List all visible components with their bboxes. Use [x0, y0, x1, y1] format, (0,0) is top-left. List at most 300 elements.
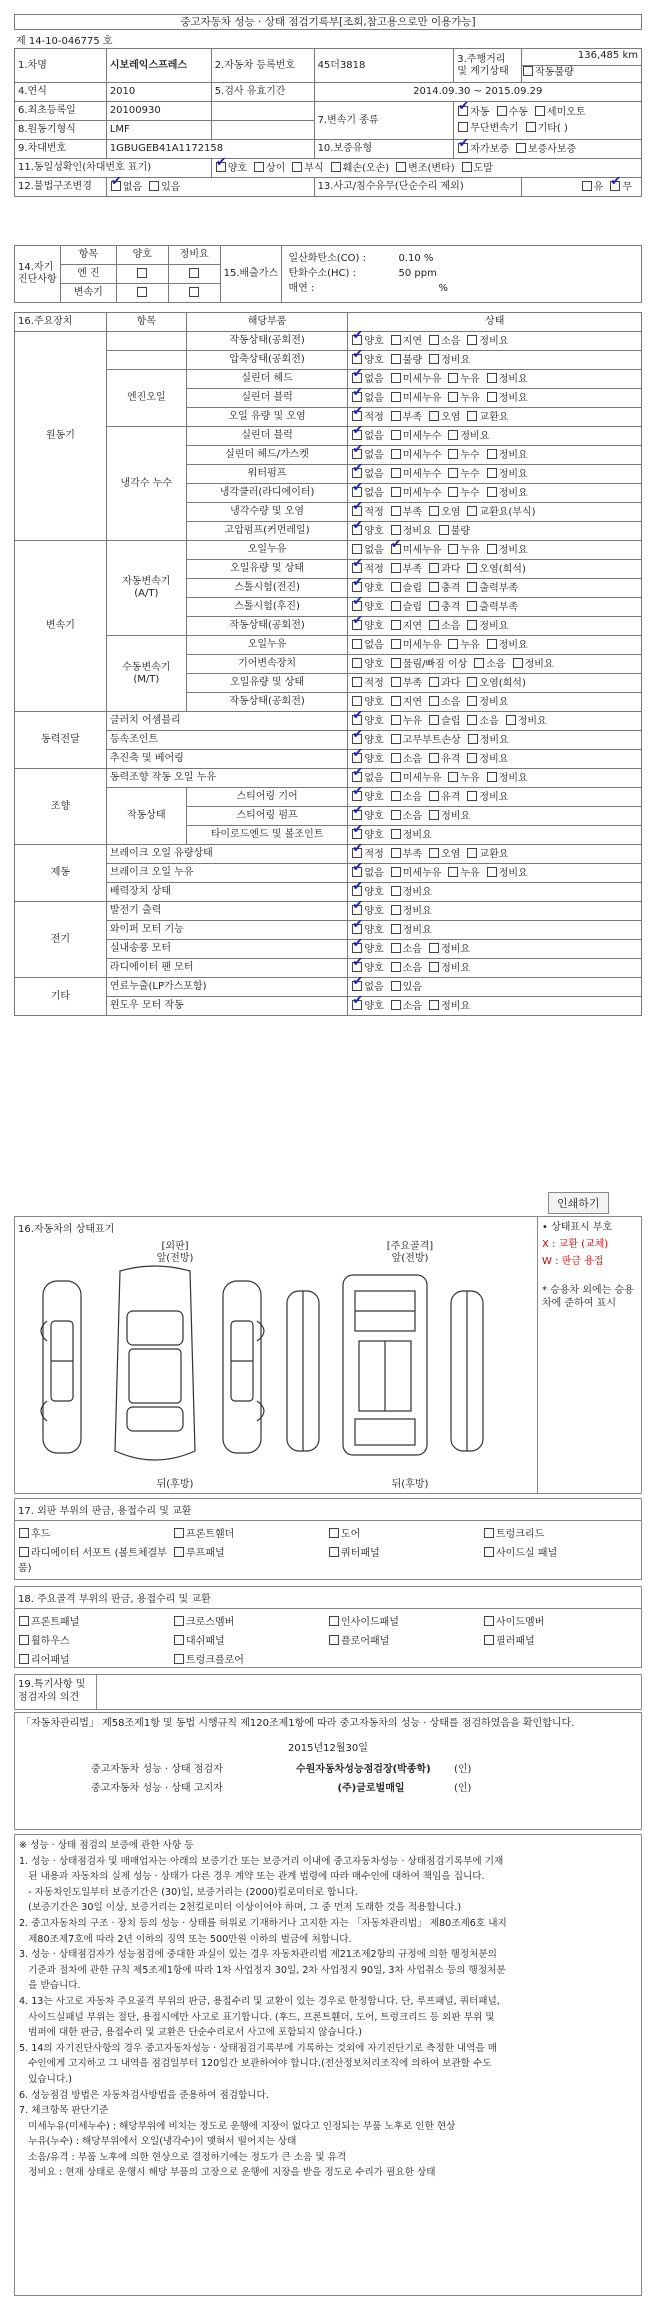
status-checkbox[interactable] [352, 468, 362, 478]
diagram-section [14, 1216, 642, 1494]
notifier-name: (주)글로벌매일 [337, 1783, 405, 1794]
status-checkbox[interactable] [391, 715, 401, 725]
part-label: 실린더 헤드/가스켓 [186, 446, 348, 465]
status-checkbox[interactable] [391, 848, 401, 858]
checkbox-accident-yes[interactable] [582, 181, 592, 191]
status-options [348, 693, 642, 712]
checkbox-self-warranty[interactable] [458, 143, 468, 153]
status-checkbox[interactable] [448, 449, 458, 459]
damage-checkbox[interactable] [19, 1547, 29, 1557]
status-checkbox[interactable] [352, 677, 362, 687]
damage-checkbox[interactable] [19, 1654, 29, 1664]
note-line: 미세누유(미세누수) : 해당부위에 비치는 정도로 운행에 지장이 없다고 인정되는 부품 노후로 인한 현상 [19, 2120, 456, 2132]
item-label: 배력장치 상태 [106, 883, 348, 902]
status-option: 고무부트손상 [390, 735, 461, 746]
status-options [348, 883, 642, 902]
label-vin: 9.차대번호 [15, 140, 107, 159]
checkbox-engine-repair[interactable] [189, 268, 199, 278]
status-option: ✔ 양호 [351, 583, 383, 594]
status-checkbox[interactable] [352, 848, 362, 858]
table-row [15, 788, 642, 807]
item-label: 브레이크 오일 유량상태 [106, 845, 348, 864]
status-checkbox[interactable] [448, 772, 458, 782]
status-options [348, 731, 642, 750]
status-checkbox[interactable] [352, 715, 362, 725]
note-line: 누유(누수) : 해당부위에서 오일(냉각수)이 맺혀서 떨어지는 상태 [19, 2136, 297, 2148]
status-checkbox[interactable] [391, 468, 401, 478]
note-line: 6. 성능점검 방법은 자동차검사방법을 준용하여 점검합니다. [19, 2089, 269, 2101]
status-option: 정비요 [486, 868, 528, 879]
s18-title: 18. 주요골격 부위의 판금, 용접수리 및 교환 [15, 1587, 641, 1609]
status-checkbox[interactable] [429, 563, 439, 573]
first-reg: 20100930 [106, 102, 211, 121]
checkbox-other[interactable] [526, 122, 536, 132]
status-checkbox[interactable] [352, 411, 362, 421]
status-checkbox[interactable] [391, 354, 401, 364]
sub-item: 엔진오일 [106, 370, 186, 427]
checkbox-trans-good[interactable] [137, 287, 147, 297]
status-checkbox[interactable] [429, 753, 439, 763]
status-option: 부족 [390, 849, 422, 860]
status-checkbox[interactable] [391, 411, 401, 421]
sub-item: 냉각수 누수 [106, 427, 186, 541]
checkbox-cvt[interactable] [458, 122, 468, 132]
status-checkbox[interactable] [467, 582, 477, 592]
damage-item: 필러패널 [483, 1632, 638, 1647]
status-option: ✔ 양호 [351, 355, 383, 366]
checkbox-manual[interactable] [497, 106, 507, 116]
status-checkbox[interactable] [429, 335, 439, 345]
damage-checkbox[interactable] [329, 1547, 339, 1557]
status-checkbox[interactable] [487, 772, 497, 782]
status-checkbox[interactable] [467, 677, 477, 687]
status-checkbox[interactable] [352, 506, 362, 516]
status-options [348, 712, 642, 731]
status-option: 누유 [447, 545, 479, 556]
status-option: 지연 [390, 697, 422, 708]
label-reg-no: 2.자동차 등록번호 [211, 49, 314, 83]
status-option: 불량 [390, 355, 422, 366]
accident-options: 유✔ 무 [522, 178, 642, 197]
status-checkbox[interactable] [391, 867, 401, 877]
status-checkbox[interactable] [448, 867, 458, 877]
status-checkbox[interactable] [391, 449, 401, 459]
status-checkbox[interactable] [352, 525, 362, 535]
status-checkbox[interactable] [391, 525, 401, 535]
status-option: 정비요 [428, 963, 470, 974]
status-checkbox[interactable] [352, 924, 362, 934]
note-line: 을 받습니다. [19, 1980, 81, 1992]
status-checkbox[interactable] [467, 563, 477, 573]
status-option: ✔ 양호 [351, 963, 383, 974]
status-options [348, 408, 642, 427]
status-checkbox[interactable] [391, 563, 401, 573]
status-checkbox[interactable] [391, 981, 401, 991]
status-option: 과다 [428, 564, 460, 575]
basic-info-table: 1.차명 시보레익스프레스 2.자동차 등록번호 45더3818 3.주행거리 및 계기상태 136,485 km 작동불량 4.연식 2010 5.검사 유효기간 2014.09.30 ~ 2015.09.29 6.최초등록일 20100930 7.변속기 종류 ✔자동 수동 세미오토 무단변속기 기타( ) 8.원동기형식 LMF 9.차대번호 1GBUGEB41A1172158 10.보증유형 ✔ 자가보증 보증사보증 11.동일성확인(차대번호 표기) ✔ 양호 상이 부식 훼손(오손) 변조(변타) 도말 12.불법구조변경 ✔ 없음 있음 13.사고/침수유무(단순수리 제외) 유✔ 무 [14, 48, 642, 197]
status-options [348, 959, 642, 978]
status-checkbox[interactable] [468, 734, 478, 744]
hc-value: 50 ppm [398, 268, 437, 279]
checkbox-broken-gauge[interactable] [523, 66, 533, 76]
status-option: 정비요 [512, 659, 554, 670]
item-label: 라디에이터 팬 모터 [106, 959, 348, 978]
status-checkbox[interactable] [429, 506, 439, 516]
status-checkbox[interactable] [429, 1000, 439, 1010]
status-options [348, 769, 642, 788]
status-checkbox[interactable] [352, 430, 362, 440]
status-checkbox[interactable] [467, 715, 477, 725]
car-right-side-icon [223, 1281, 264, 1453]
engine-type: LMF [106, 121, 211, 140]
status-checkbox[interactable] [467, 411, 477, 421]
status-checkbox[interactable] [352, 943, 362, 953]
checkbox-identity-good[interactable] [216, 162, 226, 172]
status-checkbox[interactable] [352, 639, 362, 649]
status-checkbox[interactable] [391, 734, 401, 744]
status-checkbox[interactable] [391, 696, 401, 706]
diagnosis-table: 14.자기진단사항 항목 양호 정비요 15.배출가스 일산화탄소(CO) : 0.10 % 탄화수소(HC) : 50 ppm 매연 : % 엔 진 변속기 [14, 245, 642, 303]
status-checkbox[interactable] [429, 620, 439, 630]
label-year: 4.연식 [15, 83, 107, 102]
status-option: 없음 [351, 545, 383, 556]
group-3: 조향 [15, 769, 107, 845]
status-checkbox[interactable] [391, 601, 401, 611]
part-label: 스톨시험(후진) [186, 598, 348, 617]
status-checkbox[interactable] [391, 487, 401, 497]
status-checkbox[interactable] [448, 487, 458, 497]
car-left-side-icon [41, 1281, 81, 1453]
status-option: 소음 [390, 944, 422, 955]
status-option: 정비요 [390, 906, 432, 917]
status-checkbox[interactable] [352, 696, 362, 706]
status-checkbox[interactable] [448, 430, 458, 440]
checkbox-accident-no[interactable] [610, 181, 620, 191]
damage-checkbox[interactable] [174, 1654, 184, 1664]
status-checkbox[interactable] [352, 487, 362, 497]
status-options [348, 332, 642, 351]
damage-item: 프론트휀더 [173, 1525, 328, 1540]
status-checkbox[interactable] [391, 791, 401, 801]
checkbox-identity-altered[interactable] [396, 162, 406, 172]
damage-item: 루프패널 [173, 1544, 328, 1574]
status-checkbox[interactable] [474, 658, 484, 668]
status-options [348, 446, 642, 465]
status-option: ✔ 없음 [351, 488, 383, 499]
damage-item: 크로스멤버 [173, 1613, 328, 1628]
status-checkbox[interactable] [448, 544, 458, 554]
checker-name: 수원자동차성능점검장(박종학) [296, 1764, 431, 1775]
print-button[interactable]: 인쇄하기 [548, 1192, 609, 1214]
status-checkbox[interactable] [352, 335, 362, 345]
checkbox-illegal-yes[interactable] [149, 181, 159, 191]
checkbox-trans-repair[interactable] [189, 287, 199, 297]
status-option: 미세누수 [390, 450, 442, 461]
label-rear-2: 뒤(후방) [391, 1479, 429, 1490]
status-checkbox[interactable] [352, 905, 362, 915]
status-checkbox[interactable] [467, 620, 477, 630]
part-label: 스톨시험(전진) [186, 579, 348, 598]
status-checkbox[interactable] [352, 354, 362, 364]
status-checkbox[interactable] [352, 1000, 362, 1010]
status-option: ✔ 양호 [351, 716, 383, 727]
damage-checkbox[interactable] [19, 1635, 29, 1645]
note-line: (보증기간은 30일 이상, 보증거리는 2천킬로미터 이상이어야 하며, 그 중 먼저 도래한 것을 적용합니다.) [19, 1902, 462, 1914]
status-checkbox[interactable] [352, 373, 362, 383]
damage-checkbox[interactable] [484, 1528, 494, 1538]
status-checkbox[interactable] [391, 373, 401, 383]
status-checkbox[interactable] [391, 905, 401, 915]
status-checkbox[interactable] [352, 867, 362, 877]
status-checkbox[interactable] [391, 430, 401, 440]
status-checkbox[interactable] [391, 392, 401, 402]
label-front-2: 앞(전방) [391, 1253, 429, 1264]
damage-checkbox[interactable] [484, 1635, 494, 1645]
status-checkbox[interactable] [352, 620, 362, 630]
damage-checkbox[interactable] [174, 1528, 184, 1538]
car-name: 시보레익스프레스 [106, 49, 211, 83]
status-option: 미세누유 [390, 393, 442, 404]
notifier-label: 중고자동차 성능 · 상태 고지자 [91, 1783, 223, 1794]
status-checkbox[interactable] [467, 696, 477, 706]
table-row [15, 864, 642, 883]
checkbox-engine-good[interactable] [137, 268, 147, 278]
status-checkbox[interactable] [429, 962, 439, 972]
status-options [348, 940, 642, 959]
status-checkbox[interactable] [429, 411, 439, 421]
status-option: ✔ 양호 [351, 792, 383, 803]
status-checkbox[interactable] [391, 943, 401, 953]
note-line: 3. 성능 · 상태점검자가 성능점검에 중대한 과실이 있는 경우 자동차관리법 제21조제2항의 규정에 의한 행정처분의 [19, 1949, 497, 1961]
status-option: 소음 [390, 811, 422, 822]
law-section: 「자동차관리법」 제58조제1항 및 동법 시행규칙 제120조제1항에 따라 중고자동차의 성능 · 상태를 점검하였음을 확인합니다. 2015년12월30일 중고자동차 성능 · 상태 점검자 수원자동차성능점검장(박종학) (인) 중고자동차 성능 · 상태 고지자 (주)글로벌매일 (인) [14, 1712, 642, 1830]
status-option: ✔ 양호 [351, 621, 383, 632]
status-option: ✔ 없음 [351, 773, 383, 784]
status-checkbox[interactable] [448, 468, 458, 478]
part-label: 실린더 블럭 [186, 389, 348, 408]
status-option: 소음 [466, 716, 498, 727]
status-option: 소음 [428, 697, 460, 708]
car-top-view-icon [115, 1266, 195, 1460]
status-option: ✔ 양호 [351, 906, 383, 917]
status-checkbox[interactable] [352, 772, 362, 782]
damage-checkbox[interactable] [174, 1616, 184, 1626]
status-checkbox[interactable] [391, 924, 401, 934]
status-checkbox[interactable] [391, 1000, 401, 1010]
status-checkbox[interactable] [487, 468, 497, 478]
legend-weld: W : 판금 용접 [542, 1256, 604, 1267]
note-line: 정비요 : 현재 상태로 운행시 해당 부품의 고장으로 운행에 지장을 받을 정도로 수리가 필요한 상태 [19, 2167, 436, 2179]
checkbox-semi-auto[interactable] [535, 106, 545, 116]
status-option: 정비요 [486, 450, 528, 461]
sub-item: 작동상태 [106, 788, 186, 845]
part-label: 기어변속장치 [186, 655, 348, 674]
status-checkbox[interactable] [429, 696, 439, 706]
status-checkbox[interactable] [391, 753, 401, 763]
status-checkbox[interactable] [429, 943, 439, 953]
status-checkbox[interactable] [439, 525, 449, 535]
damage-checkbox[interactable] [329, 1635, 339, 1645]
status-checkbox[interactable] [487, 392, 497, 402]
status-checkbox[interactable] [429, 582, 439, 592]
table-row [15, 332, 642, 351]
status-checkbox[interactable] [391, 506, 401, 516]
table-row [15, 940, 642, 959]
status-option: ✔ 양호 [351, 735, 383, 746]
reg-no: 45더3818 [314, 49, 454, 83]
note-line: 5. 14의 자기진단사항의 경우 중고자동차성능 · 상태점검기록부에 기록하는 것외에 자기진단기로 측정한 내역을 매 [19, 2042, 498, 2054]
table-row [15, 883, 642, 902]
status-checkbox[interactable] [487, 867, 497, 877]
table-row [15, 921, 642, 940]
status-options [348, 598, 642, 617]
status-option: 정비요 [428, 811, 470, 822]
status-checkbox[interactable] [467, 848, 477, 858]
status-checkbox[interactable] [352, 544, 362, 554]
transmission-options: ✔자동 수동 세미오토 무단변속기 기타( ) [454, 102, 642, 140]
status-checkbox[interactable] [429, 848, 439, 858]
status-option: 양호 [351, 697, 383, 708]
checkbox-identity-rust[interactable] [292, 162, 302, 172]
mileage: 136,485 km [522, 50, 641, 66]
status-checkbox[interactable] [506, 715, 516, 725]
checkbox-identity-diff[interactable] [254, 162, 264, 172]
status-options [348, 845, 642, 864]
status-option: 충격 [428, 602, 460, 613]
table-row [15, 902, 642, 921]
damage-checkbox[interactable] [19, 1616, 29, 1626]
status-option: 소음 [390, 792, 422, 803]
table-row [15, 959, 642, 978]
status-checkbox[interactable] [352, 582, 362, 592]
s17-title: 17. 외판 부위의 판금, 용접수리 및 교환 [15, 1499, 641, 1521]
status-checkbox[interactable] [391, 658, 401, 668]
status-option: 소음 [390, 963, 422, 974]
status-checkbox[interactable] [448, 373, 458, 383]
status-checkbox[interactable] [429, 810, 439, 820]
co-value: 0.10 % [398, 253, 434, 264]
status-checkbox[interactable] [467, 753, 477, 763]
damage-checkbox[interactable] [174, 1635, 184, 1645]
status-checkbox[interactable] [429, 601, 439, 611]
status-checkbox[interactable] [429, 677, 439, 687]
label-exterior: [외판] [161, 1241, 189, 1252]
checkbox-insurer-warranty[interactable] [516, 143, 526, 153]
status-checkbox[interactable] [352, 734, 362, 744]
status-checkbox[interactable] [467, 506, 477, 516]
note-line: 기준과 절차에 관한 규칙 제5조제1항에 따라 1차 사업정지 30일, 2차 사업정지 90일, 3차 사업취소 등의 행정처분 [19, 1964, 506, 1976]
status-checkbox[interactable] [487, 544, 497, 554]
checkbox-identity-painted[interactable] [462, 162, 472, 172]
status-checkbox[interactable] [487, 449, 497, 459]
status-option: 미세누수 [390, 469, 442, 480]
checkbox-illegal-none[interactable] [111, 181, 121, 191]
status-checkbox[interactable] [352, 601, 362, 611]
status-checkbox[interactable] [487, 487, 497, 497]
status-checkbox[interactable] [467, 791, 477, 801]
checkbox-identity-damage[interactable] [331, 162, 341, 172]
table-row [15, 636, 642, 655]
status-checkbox[interactable] [352, 392, 362, 402]
status-options [348, 826, 642, 845]
status-checkbox[interactable] [352, 563, 362, 573]
status-option: 정비요 [466, 336, 508, 347]
item-label: 윈도우 모터 작동 [106, 997, 348, 1016]
status-checkbox[interactable] [487, 639, 497, 649]
damage-checkbox[interactable] [19, 1528, 29, 1538]
damage-item: 리어패널 [18, 1651, 173, 1666]
status-checkbox[interactable] [352, 981, 362, 991]
status-checkbox[interactable] [391, 335, 401, 345]
status-checkbox[interactable] [391, 544, 401, 554]
status-checkbox[interactable] [391, 772, 401, 782]
status-checkbox[interactable] [429, 791, 439, 801]
status-checkbox[interactable] [391, 677, 401, 687]
status-checkbox[interactable] [487, 373, 497, 383]
note-line: 제80조제7호에 따라 2년 이하의 징역 또는 500만원 이하의 벌금에 처합니다. [19, 1933, 352, 1945]
status-option: ✔ 양호 [351, 811, 383, 822]
part-label: 냉각수량 및 오염 [186, 503, 348, 522]
status-checkbox[interactable] [391, 810, 401, 820]
status-option: 누유 [447, 868, 479, 879]
status-checkbox[interactable] [391, 886, 401, 896]
status-checkbox[interactable] [391, 620, 401, 630]
status-checkbox[interactable] [352, 658, 362, 668]
status-checkbox[interactable] [352, 449, 362, 459]
table-row [15, 370, 642, 389]
damage-checkbox[interactable] [484, 1547, 494, 1557]
status-checkbox[interactable] [352, 810, 362, 820]
status-checkbox[interactable] [352, 753, 362, 763]
damage-checkbox[interactable] [329, 1528, 339, 1538]
part-label: 고압펌프(커먼레일) [186, 522, 348, 541]
status-checkbox[interactable] [448, 639, 458, 649]
status-options [348, 807, 642, 826]
status-option: ✔ 없음 [351, 374, 383, 385]
label-rear-1: 뒤(후방) [156, 1479, 194, 1490]
status-option: 정비요 [466, 792, 508, 803]
status-checkbox[interactable] [352, 791, 362, 801]
status-checkbox[interactable] [352, 886, 362, 896]
damage-checkbox[interactable] [329, 1616, 339, 1626]
status-checkbox[interactable] [391, 962, 401, 972]
status-checkbox[interactable] [391, 639, 401, 649]
status-checkbox[interactable] [467, 335, 477, 345]
status-checkbox[interactable] [391, 582, 401, 592]
status-option: 과다 [428, 678, 460, 689]
status-checkbox[interactable] [467, 601, 477, 611]
status-checkbox[interactable] [391, 829, 401, 839]
status-option: 정비요 [428, 944, 470, 955]
status-checkbox[interactable] [513, 658, 523, 668]
status-checkbox[interactable] [352, 962, 362, 972]
label-engine-type: 8.원동기형식 [15, 121, 107, 140]
damage-item: 트렁크플로어 [173, 1651, 328, 1666]
legend-title: • 상태표시 부호 [542, 1222, 613, 1233]
status-option: 정비요 [390, 887, 432, 898]
status-checkbox[interactable] [429, 354, 439, 364]
table-row [15, 845, 642, 864]
damage-checkbox[interactable] [484, 1616, 494, 1626]
damage-checkbox[interactable] [174, 1547, 184, 1557]
diagram-title: 16.자동차의 상태표기 [18, 1224, 115, 1235]
status-checkbox[interactable] [448, 392, 458, 402]
checkbox-auto[interactable] [458, 106, 468, 116]
status-option: 슬립 [428, 716, 460, 727]
status-option: 누수 [447, 488, 479, 499]
status-checkbox[interactable] [352, 829, 362, 839]
status-checkbox[interactable] [429, 715, 439, 725]
